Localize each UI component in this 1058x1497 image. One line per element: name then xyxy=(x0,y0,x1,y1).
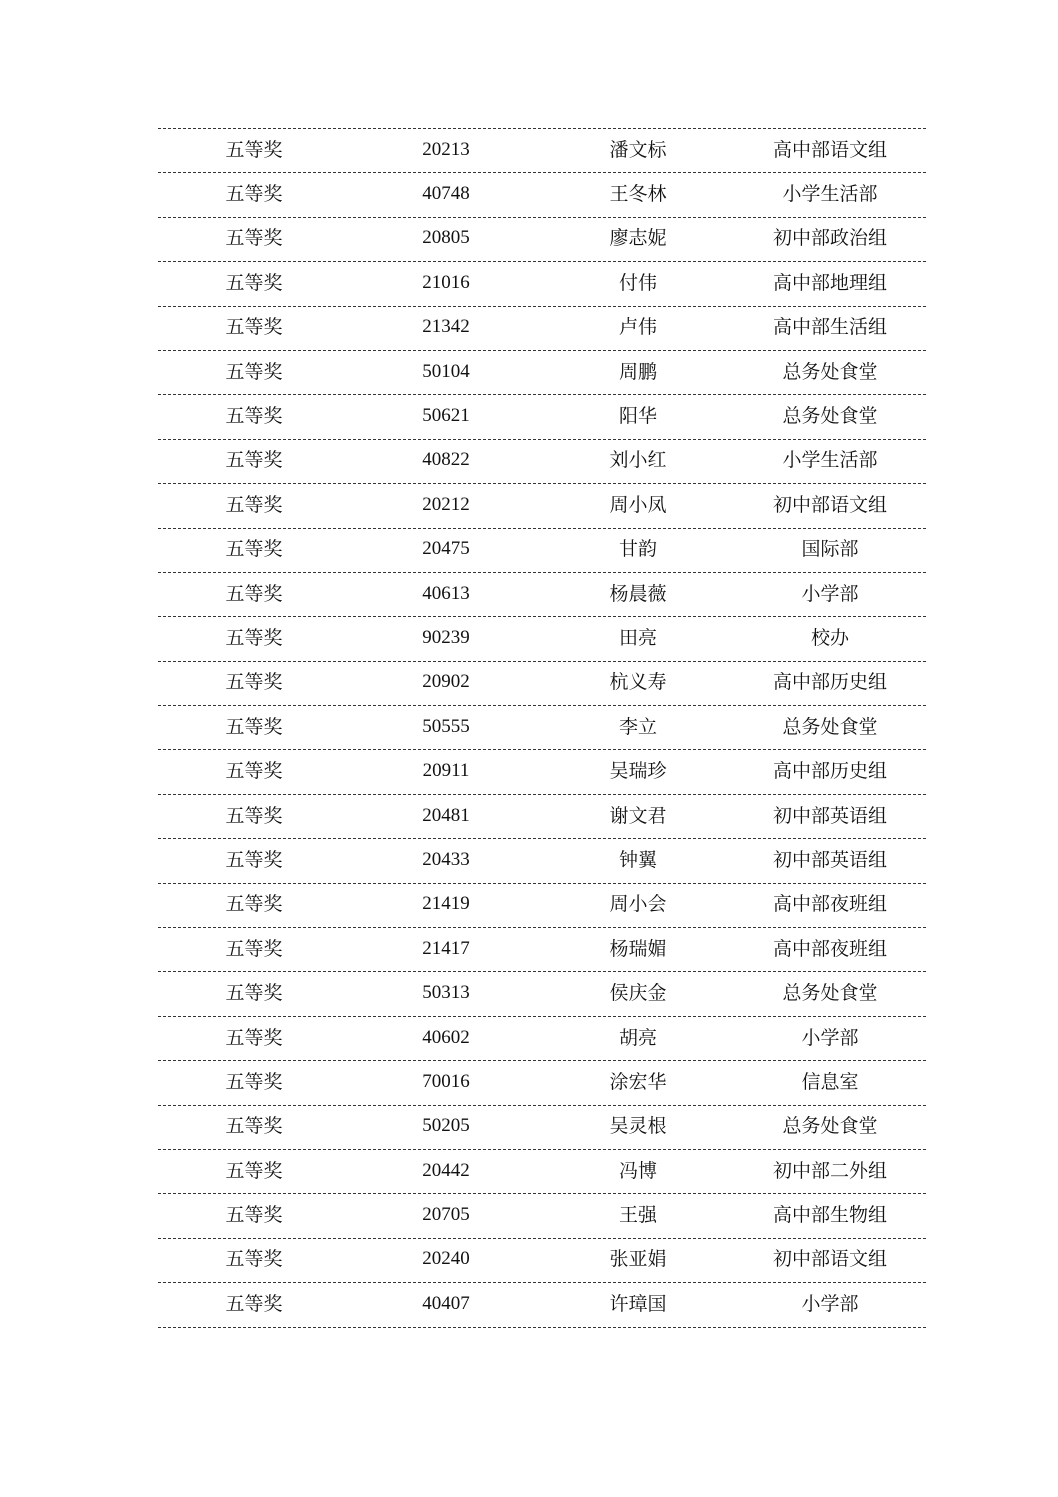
name-cell: 卢伟 xyxy=(618,316,657,339)
id-cell: 20475 xyxy=(422,538,470,560)
department-cell: 初中部英语组 xyxy=(772,804,887,827)
department-cell: 初中部二外组 xyxy=(772,1159,887,1182)
name-cell: 付伟 xyxy=(618,271,657,294)
id-cell: 50555 xyxy=(422,715,470,737)
table-row xyxy=(158,307,926,351)
department-cell: 小学生活部 xyxy=(782,449,878,472)
name-cell: 张亚娟 xyxy=(609,1248,667,1271)
table-row xyxy=(158,972,926,1016)
award-cell: 五等奖 xyxy=(225,715,283,738)
table-row xyxy=(158,173,926,217)
award-cell: 五等奖 xyxy=(225,1292,283,1315)
name-cell: 甘韵 xyxy=(618,538,657,561)
id-cell: 90239 xyxy=(422,626,470,648)
name-cell: 谢文君 xyxy=(609,804,667,827)
name-cell: 王冬林 xyxy=(609,183,667,206)
name-cell: 许璋国 xyxy=(609,1292,667,1315)
id-cell: 21419 xyxy=(422,893,470,915)
table-row xyxy=(158,839,926,883)
award-cell: 五等奖 xyxy=(225,848,283,871)
department-cell: 高中部语文组 xyxy=(772,138,887,161)
id-cell: 50205 xyxy=(422,1115,470,1137)
award-cell: 五等奖 xyxy=(225,360,283,383)
name-cell: 周小会 xyxy=(609,893,667,916)
award-cell: 五等奖 xyxy=(225,183,283,206)
award-table xyxy=(158,128,926,1328)
department-cell: 初中部语文组 xyxy=(772,493,887,516)
table-row xyxy=(158,1061,926,1105)
award-cell: 五等奖 xyxy=(225,1070,283,1093)
id-cell: 20481 xyxy=(422,804,470,826)
award-cell: 五等奖 xyxy=(225,982,283,1005)
id-cell: 40602 xyxy=(422,1026,470,1048)
table-row xyxy=(158,351,926,395)
department-cell: 总务处食堂 xyxy=(782,715,878,738)
name-cell: 田亮 xyxy=(618,626,657,649)
name-cell: 杭义寿 xyxy=(609,671,667,694)
id-cell: 20911 xyxy=(422,760,470,782)
department-cell: 高中部夜班组 xyxy=(772,893,887,916)
department-cell: 总务处食堂 xyxy=(782,360,878,383)
department-cell: 校办 xyxy=(810,626,849,649)
department-cell: 高中部生活组 xyxy=(772,316,887,339)
id-cell: 21016 xyxy=(422,271,470,293)
id-cell: 20705 xyxy=(422,1204,470,1226)
id-cell: 50313 xyxy=(422,982,470,1004)
award-cell: 五等奖 xyxy=(225,760,283,783)
table-row xyxy=(158,1150,926,1194)
name-cell: 廖志妮 xyxy=(609,227,667,250)
name-cell: 涂宏华 xyxy=(609,1070,667,1093)
name-cell: 侯庆金 xyxy=(609,982,667,1005)
id-cell: 21417 xyxy=(422,937,470,959)
department-cell: 小学部 xyxy=(801,582,859,605)
table-row xyxy=(158,1194,926,1238)
award-cell: 五等奖 xyxy=(225,804,283,827)
id-cell: 21342 xyxy=(422,316,470,338)
name-cell: 刘小红 xyxy=(609,449,667,472)
table-row xyxy=(158,1106,926,1150)
id-cell: 40613 xyxy=(422,582,470,604)
table-row xyxy=(158,573,926,617)
id-cell: 20902 xyxy=(422,671,470,693)
table-row xyxy=(158,617,926,661)
id-cell: 20805 xyxy=(422,227,470,249)
award-cell: 五等奖 xyxy=(225,538,283,561)
table-row xyxy=(158,129,926,173)
table-row xyxy=(158,795,926,839)
id-cell: 40748 xyxy=(422,183,470,205)
department-cell: 总务处食堂 xyxy=(782,982,878,1005)
department-cell: 总务处食堂 xyxy=(782,1115,878,1138)
department-cell: 高中部夜班组 xyxy=(772,937,887,960)
table-row xyxy=(158,1283,926,1327)
award-cell: 五等奖 xyxy=(225,1115,283,1138)
id-cell: 20212 xyxy=(422,493,470,515)
department-cell: 初中部政治组 xyxy=(772,227,887,250)
table-row xyxy=(158,1017,926,1061)
award-cell: 五等奖 xyxy=(225,1159,283,1182)
table-row xyxy=(158,928,926,972)
name-cell: 胡亮 xyxy=(618,1026,657,1049)
name-cell: 杨晨薇 xyxy=(609,582,667,605)
id-cell: 20213 xyxy=(422,138,470,160)
award-cell: 五等奖 xyxy=(225,626,283,649)
name-cell: 冯博 xyxy=(618,1159,657,1182)
award-cell: 五等奖 xyxy=(225,138,283,161)
table-row xyxy=(158,706,926,750)
id-cell: 40822 xyxy=(422,449,470,471)
department-cell: 初中部语文组 xyxy=(772,1248,887,1271)
table-row xyxy=(158,529,926,573)
award-cell: 五等奖 xyxy=(225,316,283,339)
department-cell: 高中部历史组 xyxy=(772,760,887,783)
department-cell: 总务处食堂 xyxy=(782,405,878,428)
award-cell: 五等奖 xyxy=(225,1026,283,1049)
id-cell: 50104 xyxy=(422,360,470,382)
name-cell: 吴瑞珍 xyxy=(609,760,667,783)
name-cell: 王强 xyxy=(618,1204,657,1227)
department-cell: 初中部英语组 xyxy=(772,848,887,871)
id-cell: 70016 xyxy=(422,1070,470,1092)
table-row xyxy=(158,395,926,439)
department-cell: 高中部历史组 xyxy=(772,671,887,694)
name-cell: 杨瑞媚 xyxy=(609,937,667,960)
department-cell: 国际部 xyxy=(801,538,859,561)
id-cell: 20433 xyxy=(422,848,470,870)
table-row xyxy=(158,484,926,528)
department-cell: 小学部 xyxy=(801,1026,859,1049)
award-cell: 五等奖 xyxy=(225,893,283,916)
award-cell: 五等奖 xyxy=(225,405,283,428)
name-cell: 潘文标 xyxy=(609,138,667,161)
award-cell: 五等奖 xyxy=(225,271,283,294)
name-cell: 吴灵根 xyxy=(609,1115,667,1138)
award-cell: 五等奖 xyxy=(225,449,283,472)
award-cell: 五等奖 xyxy=(225,582,283,605)
award-cell: 五等奖 xyxy=(225,493,283,516)
name-cell: 钟翼 xyxy=(618,848,657,871)
table-row xyxy=(158,750,926,794)
table-row xyxy=(158,218,926,262)
table-row xyxy=(158,1239,926,1283)
department-cell: 高中部地理组 xyxy=(772,271,887,294)
award-cell: 五等奖 xyxy=(225,227,283,250)
department-cell: 信息室 xyxy=(801,1070,859,1093)
award-cell: 五等奖 xyxy=(225,1204,283,1227)
award-cell: 五等奖 xyxy=(225,937,283,960)
id-cell: 50621 xyxy=(422,405,470,427)
id-cell: 40407 xyxy=(422,1292,470,1314)
award-cell: 五等奖 xyxy=(225,671,283,694)
table-row xyxy=(158,662,926,706)
name-cell: 周鹏 xyxy=(618,360,657,383)
name-cell: 周小凤 xyxy=(609,493,667,516)
id-cell: 20442 xyxy=(422,1159,470,1181)
table-row xyxy=(158,884,926,928)
department-cell: 小学生活部 xyxy=(782,183,878,206)
table-row xyxy=(158,262,926,306)
name-cell: 李立 xyxy=(618,715,657,738)
table-row xyxy=(158,440,926,484)
department-cell: 小学部 xyxy=(801,1292,859,1315)
department-cell: 高中部生物组 xyxy=(772,1204,887,1227)
name-cell: 阳华 xyxy=(618,405,657,428)
award-cell: 五等奖 xyxy=(225,1248,283,1271)
id-cell: 20240 xyxy=(422,1248,470,1270)
